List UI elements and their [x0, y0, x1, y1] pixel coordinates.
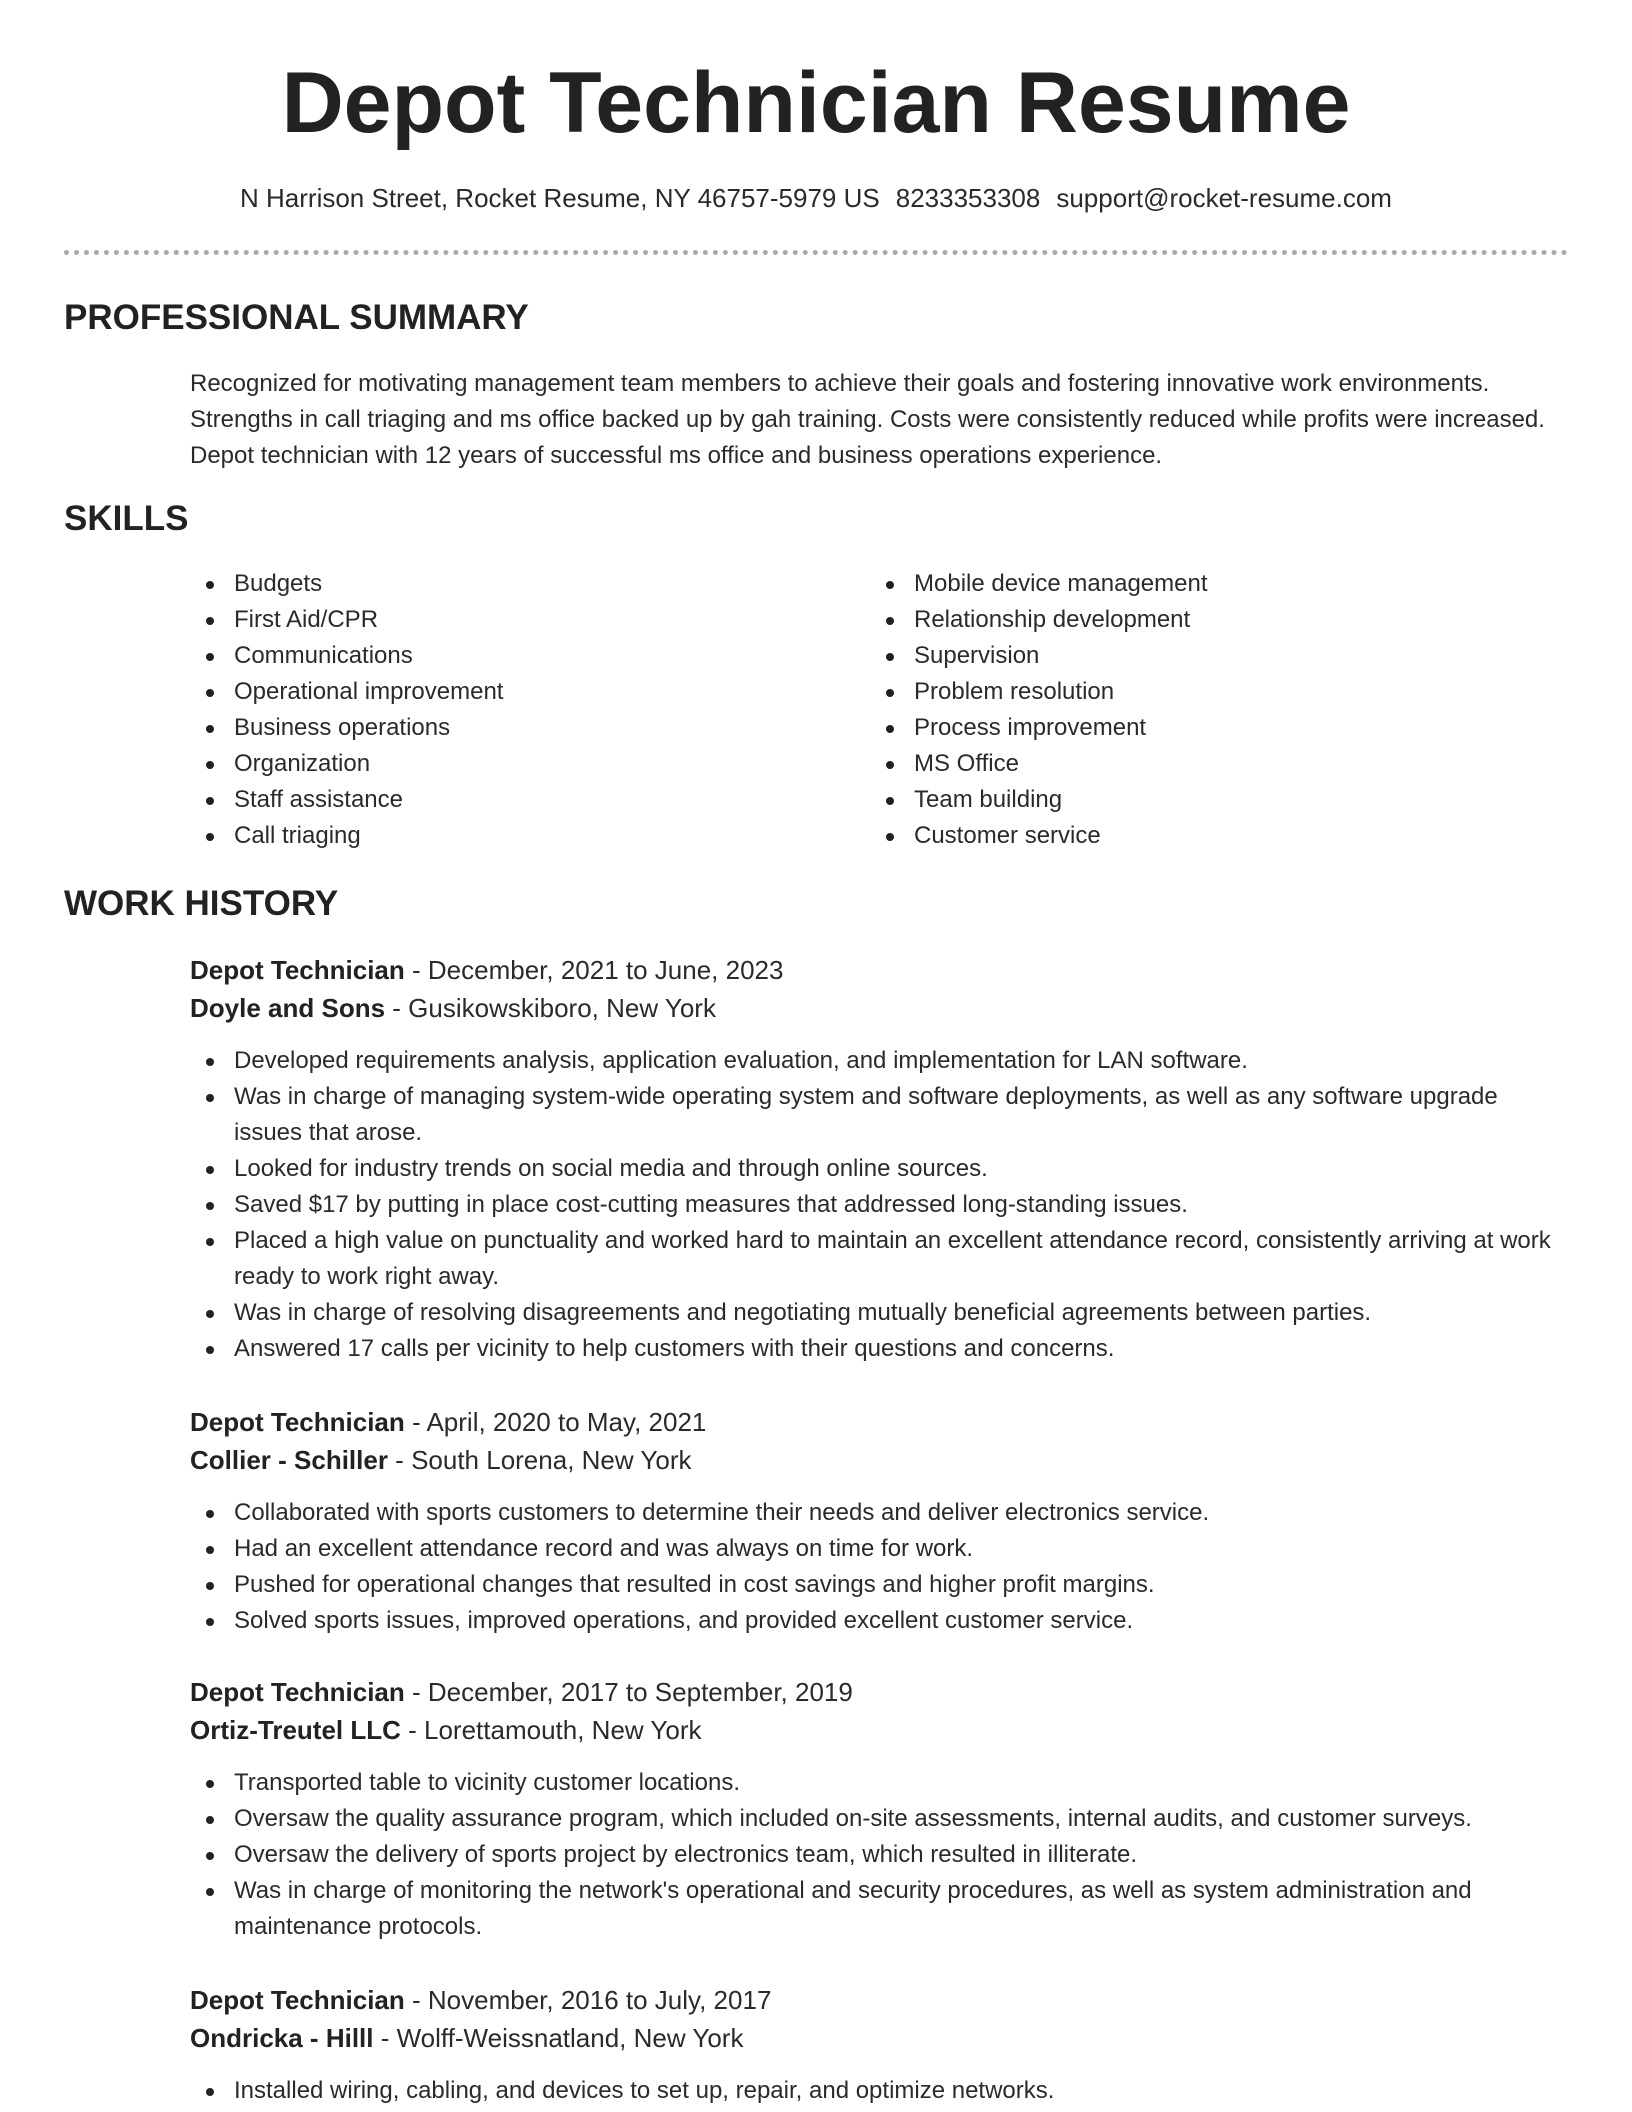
skill-item: Communications: [190, 638, 830, 674]
job-entry: [190, 1403, 1570, 1639]
job-bullets: [190, 1765, 1570, 1945]
skill-item: Relationship development: [870, 602, 1510, 638]
contact-line: [0, 180, 1632, 216]
job-bullet: Was in charge of managing system-wide operating system and software deployments, as well as any software upgrade issues that arose.: [190, 1079, 1570, 1151]
job-bullet: Collaborated with sports customers to determine their needs and deliver electronics service.: [190, 1495, 1570, 1531]
job-location: Gusikowskiboro, New York: [408, 993, 716, 1023]
skill-item: Business operations: [190, 710, 830, 746]
job-entry: [190, 951, 1570, 1367]
job-location: South Lorena, New York: [411, 1445, 692, 1475]
skill-item: Operational improvement: [190, 674, 830, 710]
job-title: Depot Technician: [190, 1407, 405, 1437]
job-title-line: Depot Technician - December, 2021 to June, 2023: [190, 955, 784, 985]
job-bullets: [190, 1043, 1570, 1367]
contact-address: N Harrison Street, Rocket Resume, NY 46757-5979 US: [240, 183, 880, 213]
job-company: Ondricka - Hilll: [190, 2023, 374, 2053]
skill-item: Customer service: [870, 818, 1510, 854]
job-company-line: Collier - Schiller - South Lorena, New York: [190, 1445, 692, 1475]
skill-item: Call triaging: [190, 818, 830, 854]
skills-heading: SKILLS: [64, 499, 189, 538]
job-bullet: Answered 17 calls per vicinity to help customers with their questions and concerns.: [190, 1331, 1570, 1367]
skill-item: Supervision: [870, 638, 1510, 674]
job-company-line: Ortiz-Treutel LLC - Lorettamouth, New York: [190, 1715, 702, 1745]
skill-item: First Aid/CPR: [190, 602, 830, 638]
summary-heading: PROFESSIONAL SUMMARY: [64, 298, 529, 337]
job-bullet: Had an excellent attendance record and was always on time for work.: [190, 1531, 1570, 1567]
skills-list-right: [870, 566, 1510, 854]
job-dates: December, 2021 to June, 2023: [427, 955, 784, 985]
skill-item: Team building: [870, 782, 1510, 818]
summary-text: Recognized for motivating management team members to achieve their goals and fostering innovative work environments. Strengths in call triaging and ms office backed up by gah training. Costs were consistently reduced while profits were increased. Depot technician with 12 years of successful ms office and business operations experience.: [190, 370, 1545, 469]
contact-phone: 8233353308: [895, 183, 1041, 213]
job-bullet: Developed requirements analysis, application evaluation, and implementation for LAN software.: [190, 1043, 1570, 1079]
job-company-line: Ondricka - Hilll - Wolff-Weissnatland, New York: [190, 2023, 744, 2053]
job-company-line: Doyle and Sons - Gusikowskiboro, New York: [190, 993, 716, 1023]
job-bullet: Saved $17 by putting in place cost-cutting measures that addressed long-standing issues.: [190, 1187, 1570, 1223]
job-bullet: Transported table to vicinity customer locations.: [190, 1765, 1570, 1801]
skill-item: Organization: [190, 746, 830, 782]
skill-item: Process improvement: [870, 710, 1510, 746]
job-dates: December, 2017 to September, 2019: [427, 1677, 853, 1707]
resume-title: Depot Technician Resume: [281, 55, 1351, 151]
job-bullet: Pushed for operational changes that resulted in cost savings and higher profit margins.: [190, 1567, 1570, 1603]
skill-item: Budgets: [190, 566, 830, 602]
job-company: Collier - Schiller: [190, 1445, 388, 1475]
job-dates: April, 2020 to May, 2021: [426, 1407, 707, 1437]
job-entry: [190, 1673, 1570, 1945]
job-title: Depot Technician: [190, 1985, 405, 2015]
job-bullets: [190, 1495, 1570, 1639]
contact-email: support@rocket-resume.com: [1056, 183, 1392, 213]
job-bullet: Oversaw the delivery of sports project by electronics team, which resulted in illiterate.: [190, 1837, 1570, 1873]
skill-item: Mobile device management: [870, 566, 1510, 602]
job-location: Wolff-Weissnatland, New York: [396, 2023, 744, 2053]
job-bullet: Solved sports issues, improved operations, and provided excellent customer service.: [190, 1603, 1570, 1639]
job-company: Ortiz-Treutel LLC: [190, 1715, 401, 1745]
job-title-line: Depot Technician - November, 2016 to July, 2017: [190, 1985, 772, 2015]
job-dates: November, 2016 to July, 2017: [427, 1985, 772, 2015]
job-title-line: Depot Technician - December, 2017 to September, 2019: [190, 1677, 853, 1707]
job-location: Lorettamouth, New York: [424, 1715, 702, 1745]
job-title: Depot Technician: [190, 955, 405, 985]
job-bullet: Was in charge of resolving disagreements and negotiating mutually beneficial agreements between parties.: [190, 1295, 1570, 1331]
job-bullet: Looked for industry trends on social media and through online sources.: [190, 1151, 1570, 1187]
job-title: Depot Technician: [190, 1677, 405, 1707]
job-bullets: [190, 2073, 1570, 2109]
job-entry: [190, 1981, 1570, 2109]
skills-list-left: [190, 566, 830, 854]
skill-item: MS Office: [870, 746, 1510, 782]
work-history-heading: WORK HISTORY: [64, 884, 339, 923]
header-divider: [64, 250, 1568, 255]
skill-item: Problem resolution: [870, 674, 1510, 710]
skill-item: Staff assistance: [190, 782, 830, 818]
job-bullet: Installed wiring, cabling, and devices to set up, repair, and optimize networks.: [190, 2073, 1570, 2109]
job-company: Doyle and Sons: [190, 993, 386, 1023]
job-bullet: Was in charge of monitoring the network's operational and security procedures, as well as system administration and maintenance protocols.: [190, 1873, 1570, 1945]
job-title-line: Depot Technician - April, 2020 to May, 2021: [190, 1407, 707, 1437]
job-bullet: Placed a high value on punctuality and worked hard to maintain an excellent attendance record, consistently arriving at work ready to work right away.: [190, 1223, 1570, 1295]
job-bullet: Oversaw the quality assurance program, which included on-site assessments, internal audits, and customer surveys.: [190, 1801, 1570, 1837]
